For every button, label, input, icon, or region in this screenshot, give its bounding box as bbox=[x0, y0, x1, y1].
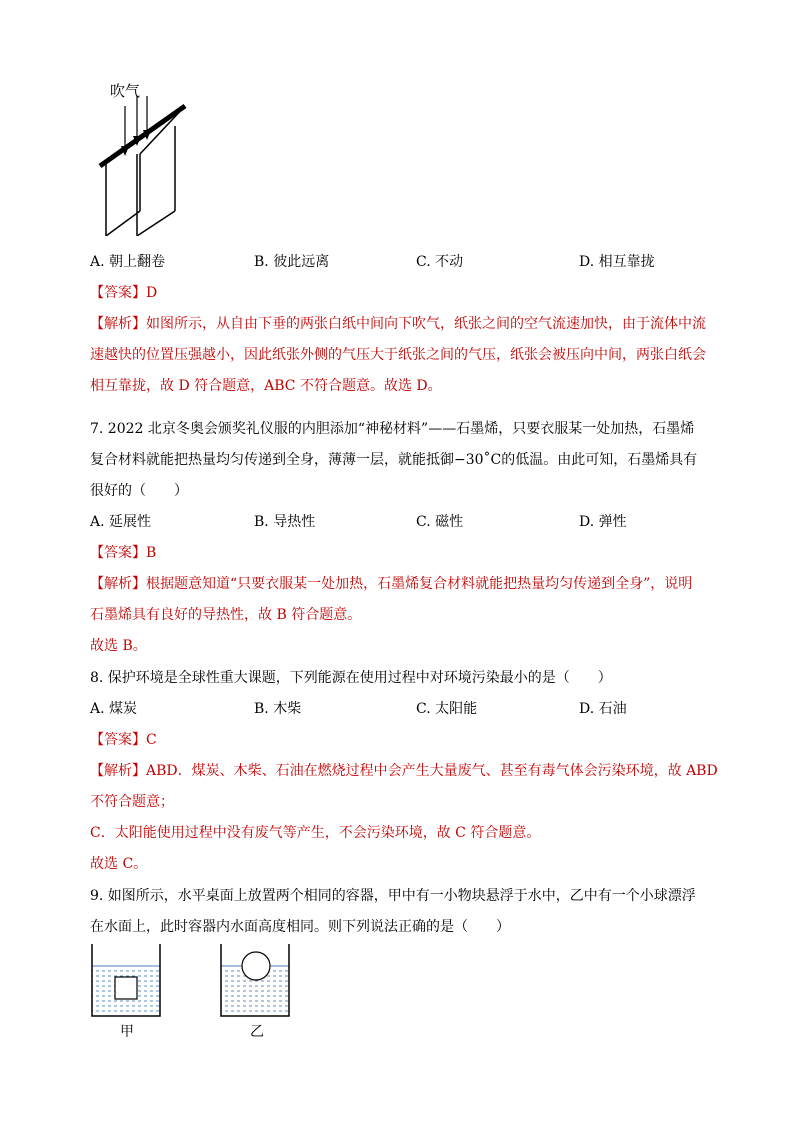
q7-stem-line: 7. 2022 北京冬奥会颁奖礼仪服的内胆添加“神秘材料”——石墨烯，只要衣服某一处加热，石墨烯 bbox=[90, 421, 695, 437]
q8-stem: 8. 保护环境是全球性重大课题，下列能源在使用过程中对环境污染最小的是（ ） bbox=[90, 670, 612, 686]
q8-answer: 【答案】C bbox=[90, 732, 157, 748]
q8-analysis-line: 【解析】ABD．煤炭、木柴、石油在燃烧过程中会产生大量废气、甚至有毒气体会污染环境，故 ABD bbox=[90, 763, 718, 779]
q8-option-b: B. 木柴 bbox=[254, 701, 302, 717]
q6-option-c: C. 不动 bbox=[416, 254, 464, 270]
q6-option-a: A. 朝上翻卷 bbox=[90, 254, 166, 270]
container-jia-label: 甲 bbox=[120, 1024, 134, 1040]
blow-label: 吹气 bbox=[110, 82, 141, 100]
container-yi-figure bbox=[219, 944, 291, 1018]
q8-analysis-line: C．太阳能使用过程中没有废气等产生，不会污染环境，故 C 符合题意。 bbox=[90, 825, 541, 841]
q9-stem-line: 9. 如图所示，水平桌面上放置两个相同的容器，甲中有一小物块悬浮于水中，乙中有一个小球漂浮 bbox=[90, 888, 696, 904]
container-jia-figure bbox=[90, 944, 162, 1018]
q7-option-c: C. 磁性 bbox=[416, 514, 464, 530]
q6-option-d: D. 相互靠拢 bbox=[579, 254, 655, 270]
q7-option-a: A. 延展性 bbox=[90, 514, 152, 530]
q6-answer: 【答案】D bbox=[90, 285, 158, 301]
q8-option-c: C. 太阳能 bbox=[416, 701, 478, 717]
q7-analysis-line: 石墨烯具有良好的导热性，故 B 符合题意。 bbox=[90, 607, 362, 623]
q7-option-b: B. 导热性 bbox=[254, 514, 316, 530]
q8-analysis-line: 故选 C。 bbox=[90, 856, 148, 872]
container-yi-label: 乙 bbox=[250, 1024, 264, 1040]
q7-answer: 【答案】B bbox=[90, 545, 157, 561]
q7-option-d: D. 弹性 bbox=[579, 514, 627, 530]
q6-option-b: B. 彼此远离 bbox=[254, 254, 330, 270]
q7-analysis-line: 故选 B。 bbox=[90, 638, 147, 654]
q9-stem-line: 在水面上，此时容器内水面高度相同。则下列说法正确的是（ ） bbox=[90, 919, 510, 935]
q6-analysis-line: 【解析】如图所示，从自由下垂的两张白纸中间向下吹气，纸张之间的空气流速加快，由于流体中流 bbox=[90, 316, 706, 332]
q6-analysis-line: 速越快的位置压强越小，因此纸张外侧的气压大于纸张之间的气压，纸张会被压向中间，两张白纸会 bbox=[90, 347, 706, 363]
q7-stem-line: 复合材料就能把热量均匀传递到全身，薄薄一层，就能抵御−30˚C的低温。由此可知，石墨烯具有 bbox=[90, 452, 698, 468]
q8-option-a: A. 煤炭 bbox=[90, 701, 138, 717]
q6-analysis-line: 相互靠拢，故 D 符合题意，ABC 不符合题意。故选 D。 bbox=[90, 378, 442, 394]
q7-analysis-line: 【解析】根据题意知道“只要衣服某一处加热，石墨烯复合材料就能把热量均匀传递到全身”，说明 bbox=[90, 576, 693, 592]
q8-option-d: D. 石油 bbox=[579, 701, 627, 717]
q7-stem-line: 很好的（ ） bbox=[90, 483, 188, 499]
q8-analysis-line: 不符合题意； bbox=[90, 794, 174, 810]
